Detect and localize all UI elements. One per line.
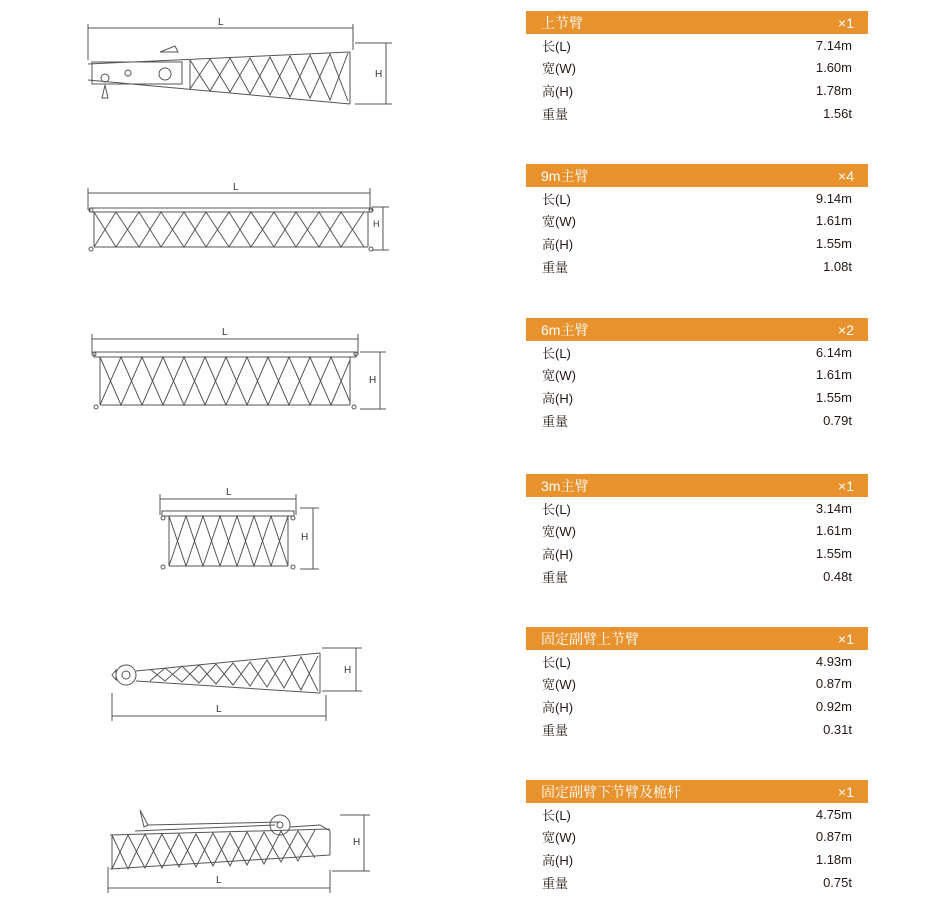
spec-title: 上节臂 <box>541 14 583 31</box>
spec-row-width <box>526 210 868 233</box>
spec-label: 宽(W) <box>542 524 576 540</box>
spec-label: 高(H) <box>542 852 574 868</box>
spec-label: 重量 <box>542 259 569 275</box>
spec-label: 宽(W) <box>542 830 576 846</box>
spec-value: 9.14m <box>815 190 852 206</box>
spec-card-top-section <box>526 11 868 124</box>
dimension-height <box>355 43 392 104</box>
spec-row-length <box>526 803 868 826</box>
height-label: H <box>344 665 352 676</box>
spec-label: 长(L) <box>542 807 571 823</box>
spec-card-jib-lower-mast <box>526 780 868 893</box>
spec-row-width <box>526 826 868 849</box>
dimension-height <box>360 352 386 409</box>
spec-card-6m-boom <box>526 318 868 431</box>
spec-value: 1.18m <box>815 851 852 867</box>
spec-row-weight <box>526 409 868 432</box>
spec-value: 0.79t <box>823 412 852 428</box>
spec-row-weight <box>526 102 868 125</box>
dimension-length <box>88 182 370 210</box>
spec-value: 0.92m <box>815 698 852 714</box>
spec-row-height <box>526 542 868 565</box>
spec-label: 长(L) <box>542 38 571 54</box>
spec-label: 宽(W) <box>542 61 576 77</box>
boom-truss <box>88 46 350 104</box>
spec-value: 0.75t <box>823 874 852 890</box>
boom-truss <box>92 352 358 409</box>
spec-label: 高(H) <box>542 390 574 406</box>
spec-quantity: ×1 <box>838 783 854 800</box>
spec-row-height <box>526 848 868 871</box>
spec-label: 长(L) <box>542 345 571 361</box>
spec-row-length <box>526 187 868 210</box>
spec-header <box>526 780 868 803</box>
spec-value: 1.08t <box>823 258 852 274</box>
dimension-length <box>112 693 326 721</box>
dimension-height <box>332 815 370 871</box>
spec-header <box>526 474 868 497</box>
spec-value: 1.78m <box>815 82 852 98</box>
spec-label: 宽(W) <box>542 214 576 230</box>
spec-row-length <box>526 497 868 520</box>
length-label: L <box>216 875 222 886</box>
spec-header <box>526 11 868 34</box>
spec-header <box>526 318 868 341</box>
spec-row-height <box>526 79 868 102</box>
spec-label: 高(H) <box>542 236 574 252</box>
spec-row-width <box>526 364 868 387</box>
dimension-height <box>300 508 319 569</box>
spec-row-weight <box>526 718 868 741</box>
spec-row-height <box>526 695 868 718</box>
spec-row-height <box>526 386 868 409</box>
spec-value: 1.61m <box>815 367 852 383</box>
spec-value: 1.60m <box>815 60 852 76</box>
spec-header <box>526 627 868 650</box>
spec-row-length <box>526 650 868 673</box>
spec-row-weight <box>526 565 868 588</box>
spec-row-width <box>526 57 868 80</box>
spec-row-length <box>526 34 868 57</box>
spec-title: 固定副臂下节臂及桅杆 <box>541 783 681 800</box>
length-label: L <box>222 327 228 338</box>
diagram-top-section <box>0 0 500 150</box>
spec-value: 0.48t <box>823 568 852 584</box>
spec-value: 1.55m <box>815 235 852 251</box>
length-label: L <box>218 17 224 28</box>
spec-value: 7.14m <box>815 37 852 53</box>
spec-row-width <box>526 673 868 696</box>
spec-value: 1.61m <box>815 213 852 229</box>
spec-label: 高(H) <box>542 83 574 99</box>
spec-quantity: ×1 <box>838 477 854 494</box>
spec-label: 宽(W) <box>542 677 576 693</box>
spec-value: 0.87m <box>815 829 852 845</box>
spec-quantity: ×4 <box>838 167 854 184</box>
spec-label: 重量 <box>542 875 569 891</box>
spec-value: 4.75m <box>815 806 852 822</box>
jib-truss <box>110 810 330 869</box>
diagram-9m-boom <box>0 150 500 305</box>
spec-card-jib-upper <box>526 627 868 740</box>
spec-row-weight <box>526 255 868 278</box>
spec-label: 高(H) <box>542 546 574 562</box>
spec-label: 重量 <box>542 722 569 738</box>
spec-header <box>526 164 868 187</box>
diagram-6m-boom <box>0 305 500 460</box>
length-label: L <box>233 182 239 193</box>
boom-truss <box>161 511 295 569</box>
spec-quantity: ×1 <box>838 14 854 31</box>
spec-label: 重量 <box>542 106 569 122</box>
spec-value: 1.61m <box>815 523 852 539</box>
spec-value: 1.56t <box>823 105 852 121</box>
diagram-3m-boom <box>0 460 500 615</box>
dimension-height <box>372 207 389 250</box>
spec-title: 3m主臂 <box>541 477 589 494</box>
spec-label: 重量 <box>542 413 569 429</box>
diagram-jib-upper <box>0 615 500 765</box>
spec-value: 3.14m <box>815 500 852 516</box>
spec-value: 1.55m <box>815 389 852 405</box>
length-label: L <box>216 704 222 715</box>
height-label: H <box>301 532 309 543</box>
spec-value: 1.55m <box>815 545 852 561</box>
spec-row-height <box>526 232 868 255</box>
spec-quantity: ×1 <box>838 630 854 647</box>
spec-label: 长(L) <box>542 654 571 670</box>
dimension-length <box>108 867 330 893</box>
spec-value: 0.31t <box>823 721 852 737</box>
spec-quantity: ×2 <box>838 321 854 338</box>
spec-value: 6.14m <box>815 344 852 360</box>
height-label: H <box>369 375 377 386</box>
boom-truss <box>89 208 373 251</box>
spec-label: 宽(W) <box>542 368 576 384</box>
spec-label: 高(H) <box>542 699 574 715</box>
dimension-height <box>322 648 362 691</box>
dimension-length <box>92 327 358 355</box>
spec-title: 固定副臂上节臂 <box>541 630 639 647</box>
diagram-jib-lower-mast <box>0 765 500 903</box>
spec-value: 4.93m <box>815 653 852 669</box>
height-label: H <box>353 837 361 848</box>
spec-title: 9m主臂 <box>541 167 589 184</box>
height-label: H <box>373 219 380 229</box>
height-label: H <box>375 69 383 80</box>
spec-label: 重量 <box>542 569 569 585</box>
spec-title: 6m主臂 <box>541 321 589 338</box>
length-label: L <box>226 487 232 498</box>
spec-label: 长(L) <box>542 501 571 517</box>
spec-row-weight <box>526 871 868 894</box>
spec-card-3m-boom <box>526 474 868 587</box>
spec-row-width <box>526 520 868 543</box>
spec-card-9m-boom <box>526 164 868 277</box>
spec-value: 0.87m <box>815 676 852 692</box>
jib-truss <box>112 653 320 693</box>
spec-label: 长(L) <box>542 191 571 207</box>
spec-row-length <box>526 341 868 364</box>
